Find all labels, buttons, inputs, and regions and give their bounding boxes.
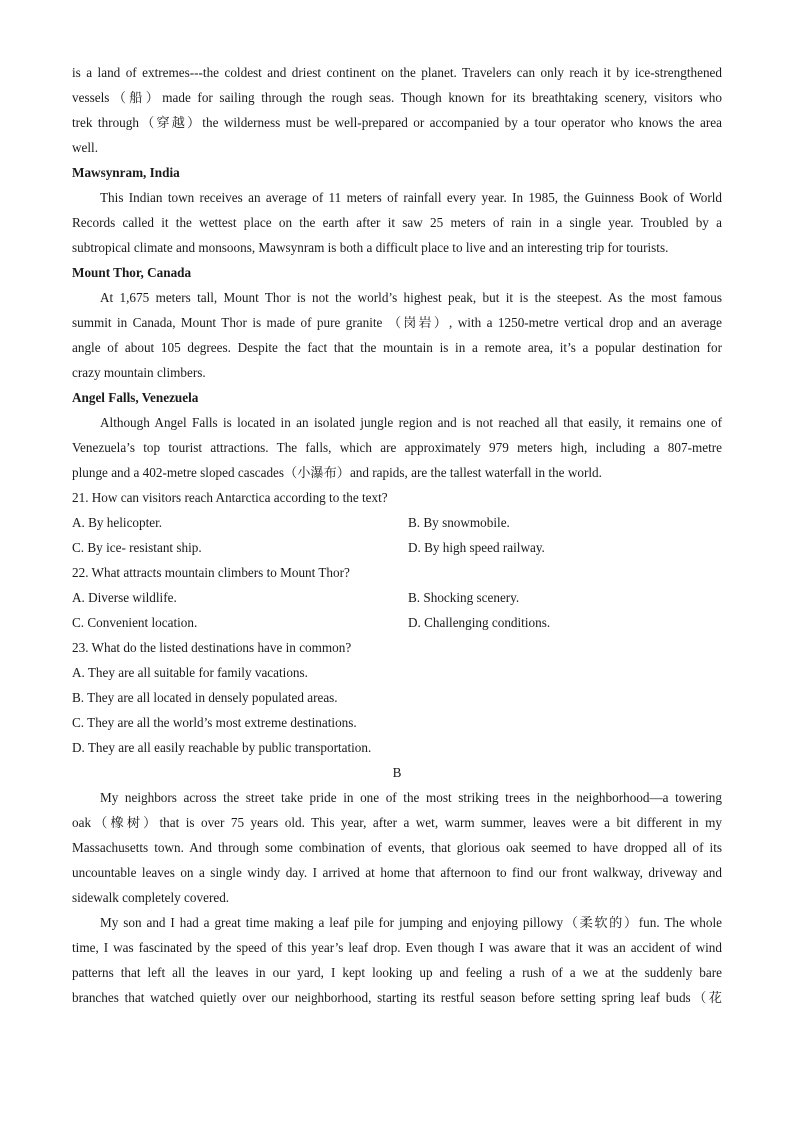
passage-b-para2-line: time, I was fascinated by the speed of this year’s leaf drop. Even though I was aware that it was an accident of wind (72, 940, 722, 955)
mawsynram-text-line: Records called it the wettest place on the earth after it saw 25 meters of rain in a single year. Troubled by a (72, 215, 722, 230)
mount-thor-text-line: At 1,675 meters tall, Mount Thor is not the world’s highest peak, but it is the steepest. As the most famous (100, 290, 722, 305)
angel-falls-text-line: Although Angel Falls is located in an isolated jungle region and is not reached all that easily, it remains one of (100, 415, 722, 430)
mount-thor-heading: Mount Thor, Canada (72, 265, 192, 280)
question-21-options-row (72, 535, 722, 560)
passage-b-para1-line: sidewalk completely covered. (72, 890, 230, 905)
q22-option-a: A. Diverse wildlife. (72, 590, 177, 605)
q21-option-c: C. By ice- resistant ship. (72, 540, 202, 555)
question-22-options-row (72, 610, 722, 635)
passage-b-para2-line: branches that watched quietly over our neighborhood, starting its restful season before setting spring leaf buds（花 (72, 990, 722, 1005)
q21-option-d: D. By high speed railway. (408, 540, 545, 555)
antarctica-text-line: trek through（穿越）the wilderness must be well-prepared or accompanied by a tour operator who knows the area (72, 115, 722, 130)
antarctica-text-line: is a land of extremes---the coldest and driest continent on the planet. Travelers can only reach it by ice-strengthened (72, 65, 722, 80)
passage-b-para1-line: uncountable leaves on a single windy day. I arrived at home that afternoon to find our front walkway, driveway and (72, 865, 722, 880)
q23-option-b: B. They are all located in densely populated areas. (72, 690, 338, 705)
question-23-stem: 23. What do the listed destinations have in common? (72, 640, 352, 655)
angel-falls-text-line: Venezuela’s top tourist attractions. The falls, which are approximately 979 meters high, including a 807-metre (72, 440, 722, 455)
mawsynram-text-line: This Indian town receives an average of 11 meters of rainfall every year. In 1985, the Guinness Book of World (100, 190, 722, 205)
passage-b-para1-line: oak（橡树）that is over 75 years old. This year, after a wet, warm summer, leaves were a bit different in my (72, 815, 722, 830)
q23-option-a: A. They are all suitable for family vacations. (72, 665, 308, 680)
passage-b-para2-line: My son and I had a great time making a leaf pile for jumping and enjoying pillowy（柔软的）fun. The whole (100, 915, 722, 930)
q22-option-d: D. Challenging conditions. (408, 615, 551, 630)
angel-falls-heading: Angel Falls, Venezuela (72, 390, 199, 405)
mount-thor-text-line: summit in Canada, Mount Thor is made of pure granite （岗岩）, with a 1250-metre vertical drop and an average (72, 315, 722, 330)
q23-option-c: C. They are all the world’s most extreme destinations. (72, 715, 357, 730)
passage-b-para2-line: patterns that left all the leaves in our yard, I kept looking up and feeling a rush of a we at the suddenly bare (72, 965, 722, 980)
q21-option-a: A. By helicopter. (72, 515, 163, 530)
mount-thor-text-line: angle of about 105 degrees. Despite the fact that the mountain is in a remote area, it’s a popular destination for (72, 340, 722, 355)
question-21-stem: 21. How can visitors reach Antarctica according to the text? (72, 490, 388, 505)
q22-option-b: B. Shocking scenery. (408, 590, 520, 605)
q22-option-c: C. Convenient location. (72, 615, 198, 630)
question-22-options-row (72, 585, 722, 610)
question-21-options-row (72, 510, 722, 535)
document-page (72, 60, 722, 1010)
passage-b-para1-line: Massachusetts town. And through some combination of events, that glorious oak seemed to have dropped all of its (72, 840, 722, 855)
question-22-stem: 22. What attracts mountain climbers to Mount Thor? (72, 565, 350, 580)
q23-option-d: D. They are all easily reachable by public transportation. (72, 740, 372, 755)
angel-falls-text-line: plunge and a 402-metre sloped cascades（小瀑布）and rapids, are the tallest waterfall in the world. (72, 465, 602, 480)
mawsynram-heading: Mawsynram, India (72, 165, 180, 180)
passage-b-label: B (392, 765, 402, 780)
mount-thor-text-line: crazy mountain climbers. (72, 365, 206, 380)
antarctica-text-line: vessels（船）made for sailing through the rough seas. Though known for its breathtaking scenery, visitors who (72, 90, 722, 105)
antarctica-text-line: well. (72, 140, 99, 155)
q21-option-b: B. By snowmobile. (408, 515, 510, 530)
passage-b-para1-line: My neighbors across the street take pride in one of the most striking trees in the neighborhood—a towering (100, 790, 722, 805)
mawsynram-text-line: subtropical climate and monsoons, Mawsynram is both a difficult place to live and an interesting trip for tourists. (72, 240, 669, 255)
